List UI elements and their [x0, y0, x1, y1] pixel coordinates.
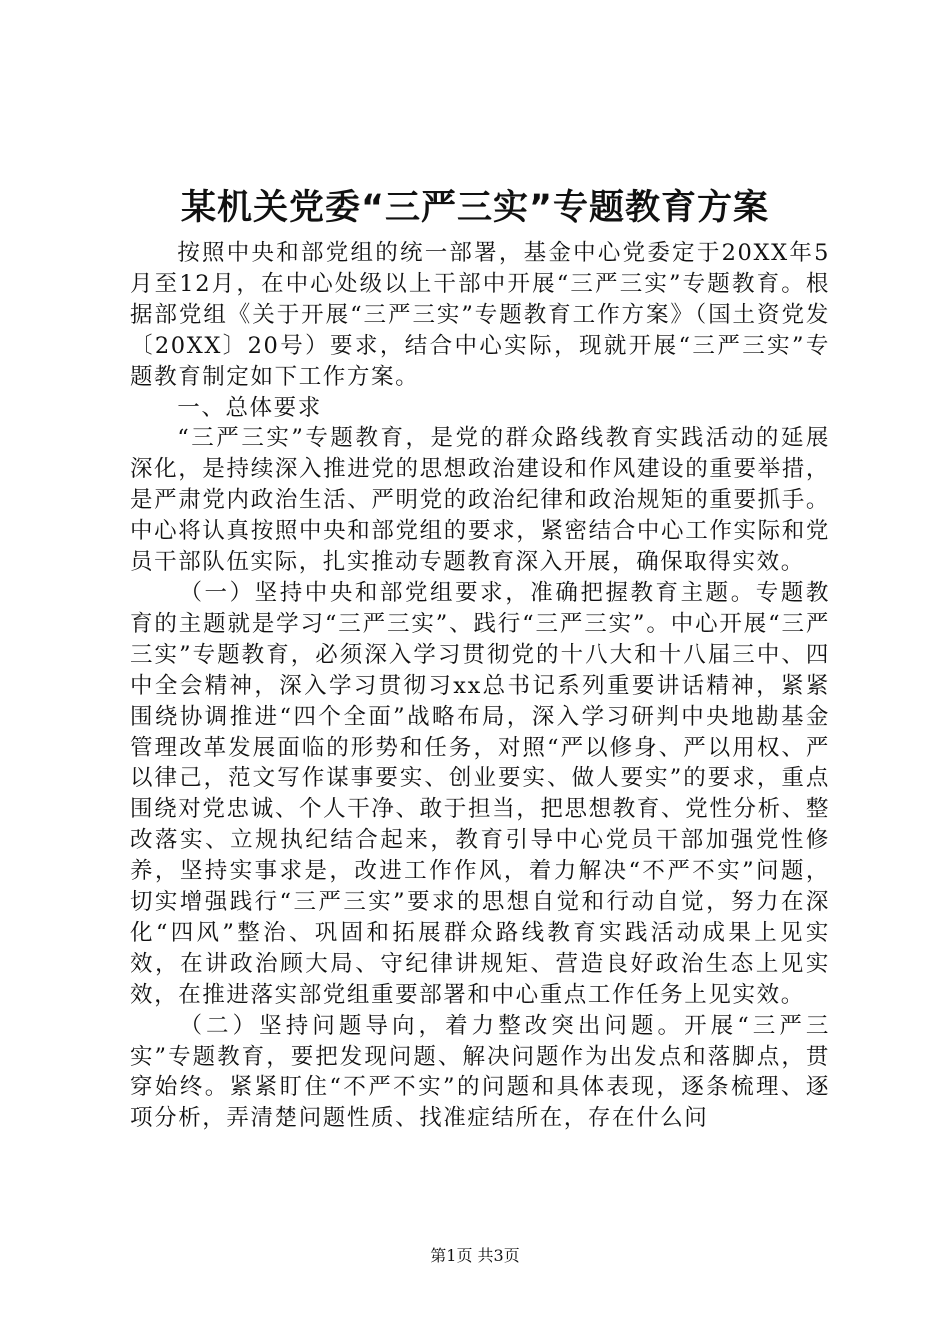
document-title: 某机关党委“三严三实”专题教育方案 — [180, 188, 769, 228]
section-heading: 一、总体要求 — [177, 394, 322, 421]
subsection-paragraph-1: （一）坚持中央和部党组要求，准确把握教育主题。专题教育的主题就是学习“三严三实”、践行“三严三实”。中心开展“三严三实”专题教育，必须深入学习贯彻党的十八大和十八届三中、四中全会精神，深入学习贯彻习xx总书记系列重要讲话精神，紧紧围绕协调推进“四个全面”战略布局，深入学习研判中央地勘基金管理改革发展面临的形势和任务，对照“严以修身、严以用权、严以律己，范文写作谋事要实、创业要实、做人要实”的要求，重点围绕对党忠诚、个人干净、敢于担当，把思想教育、党性分析、整改落实、立规执纪结合起来，教育引导中心党员干部加强党性修养，坚持实事求是，改进工作作风，着力解决“不严不实”问题，切实增强践行“三严三实”要求的思想自觉和行动自觉，努力在深化“四风”整治、巩固和拓展群众路线教育实践活动成果上见实效，在讲政治顾大局、守纪律讲规矩、营造良好政治生态上见实效，在推进落实部党组重要部署和中心重点工作任务上见实效。 — [130, 579, 830, 1008]
intro-paragraph: 按照中央和部党组的统一部署，基金中心党委定于20XX年5月至12月，在中心处级以上干部中开展“三严三实”专题教育。根据部党组《关于开展“三严三实”专题教育工作方案》（国土资党发〔20XX〕20号）要求，结合中心实际，现就开展“三严三实”专题教育制定如下工作方案。 — [130, 240, 830, 390]
page-footer: 第1页 共3页 — [430, 1246, 520, 1265]
body-paragraph: “三严三实”专题教育，是党的群众路线教育实践活动的延展深化，是持续深入推进党的思想政治建设和作风建设的重要举措，是严肃党内政治生活、严明党的政治纪律和政治规矩的重要抓手。中心将认真按照中央和部党组的要求，紧密结合中心工作实际和党员干部队伍实际，扎实推动专题教育深入开展，确保取得实效。 — [130, 425, 830, 576]
document-body — [130, 238, 830, 1134]
subsection-paragraph-2: （二）坚持问题导向，着力整改突出问题。开展“三严三实”专题教育，要把发现问题、解决问题作为出发点和落脚点，贯穿始终。紧紧盯住“不严不实”的问题和具体表现，逐条梳理、逐项分析，弄清楚问题性质、找准症结所在，存在什么问 — [130, 1012, 830, 1132]
